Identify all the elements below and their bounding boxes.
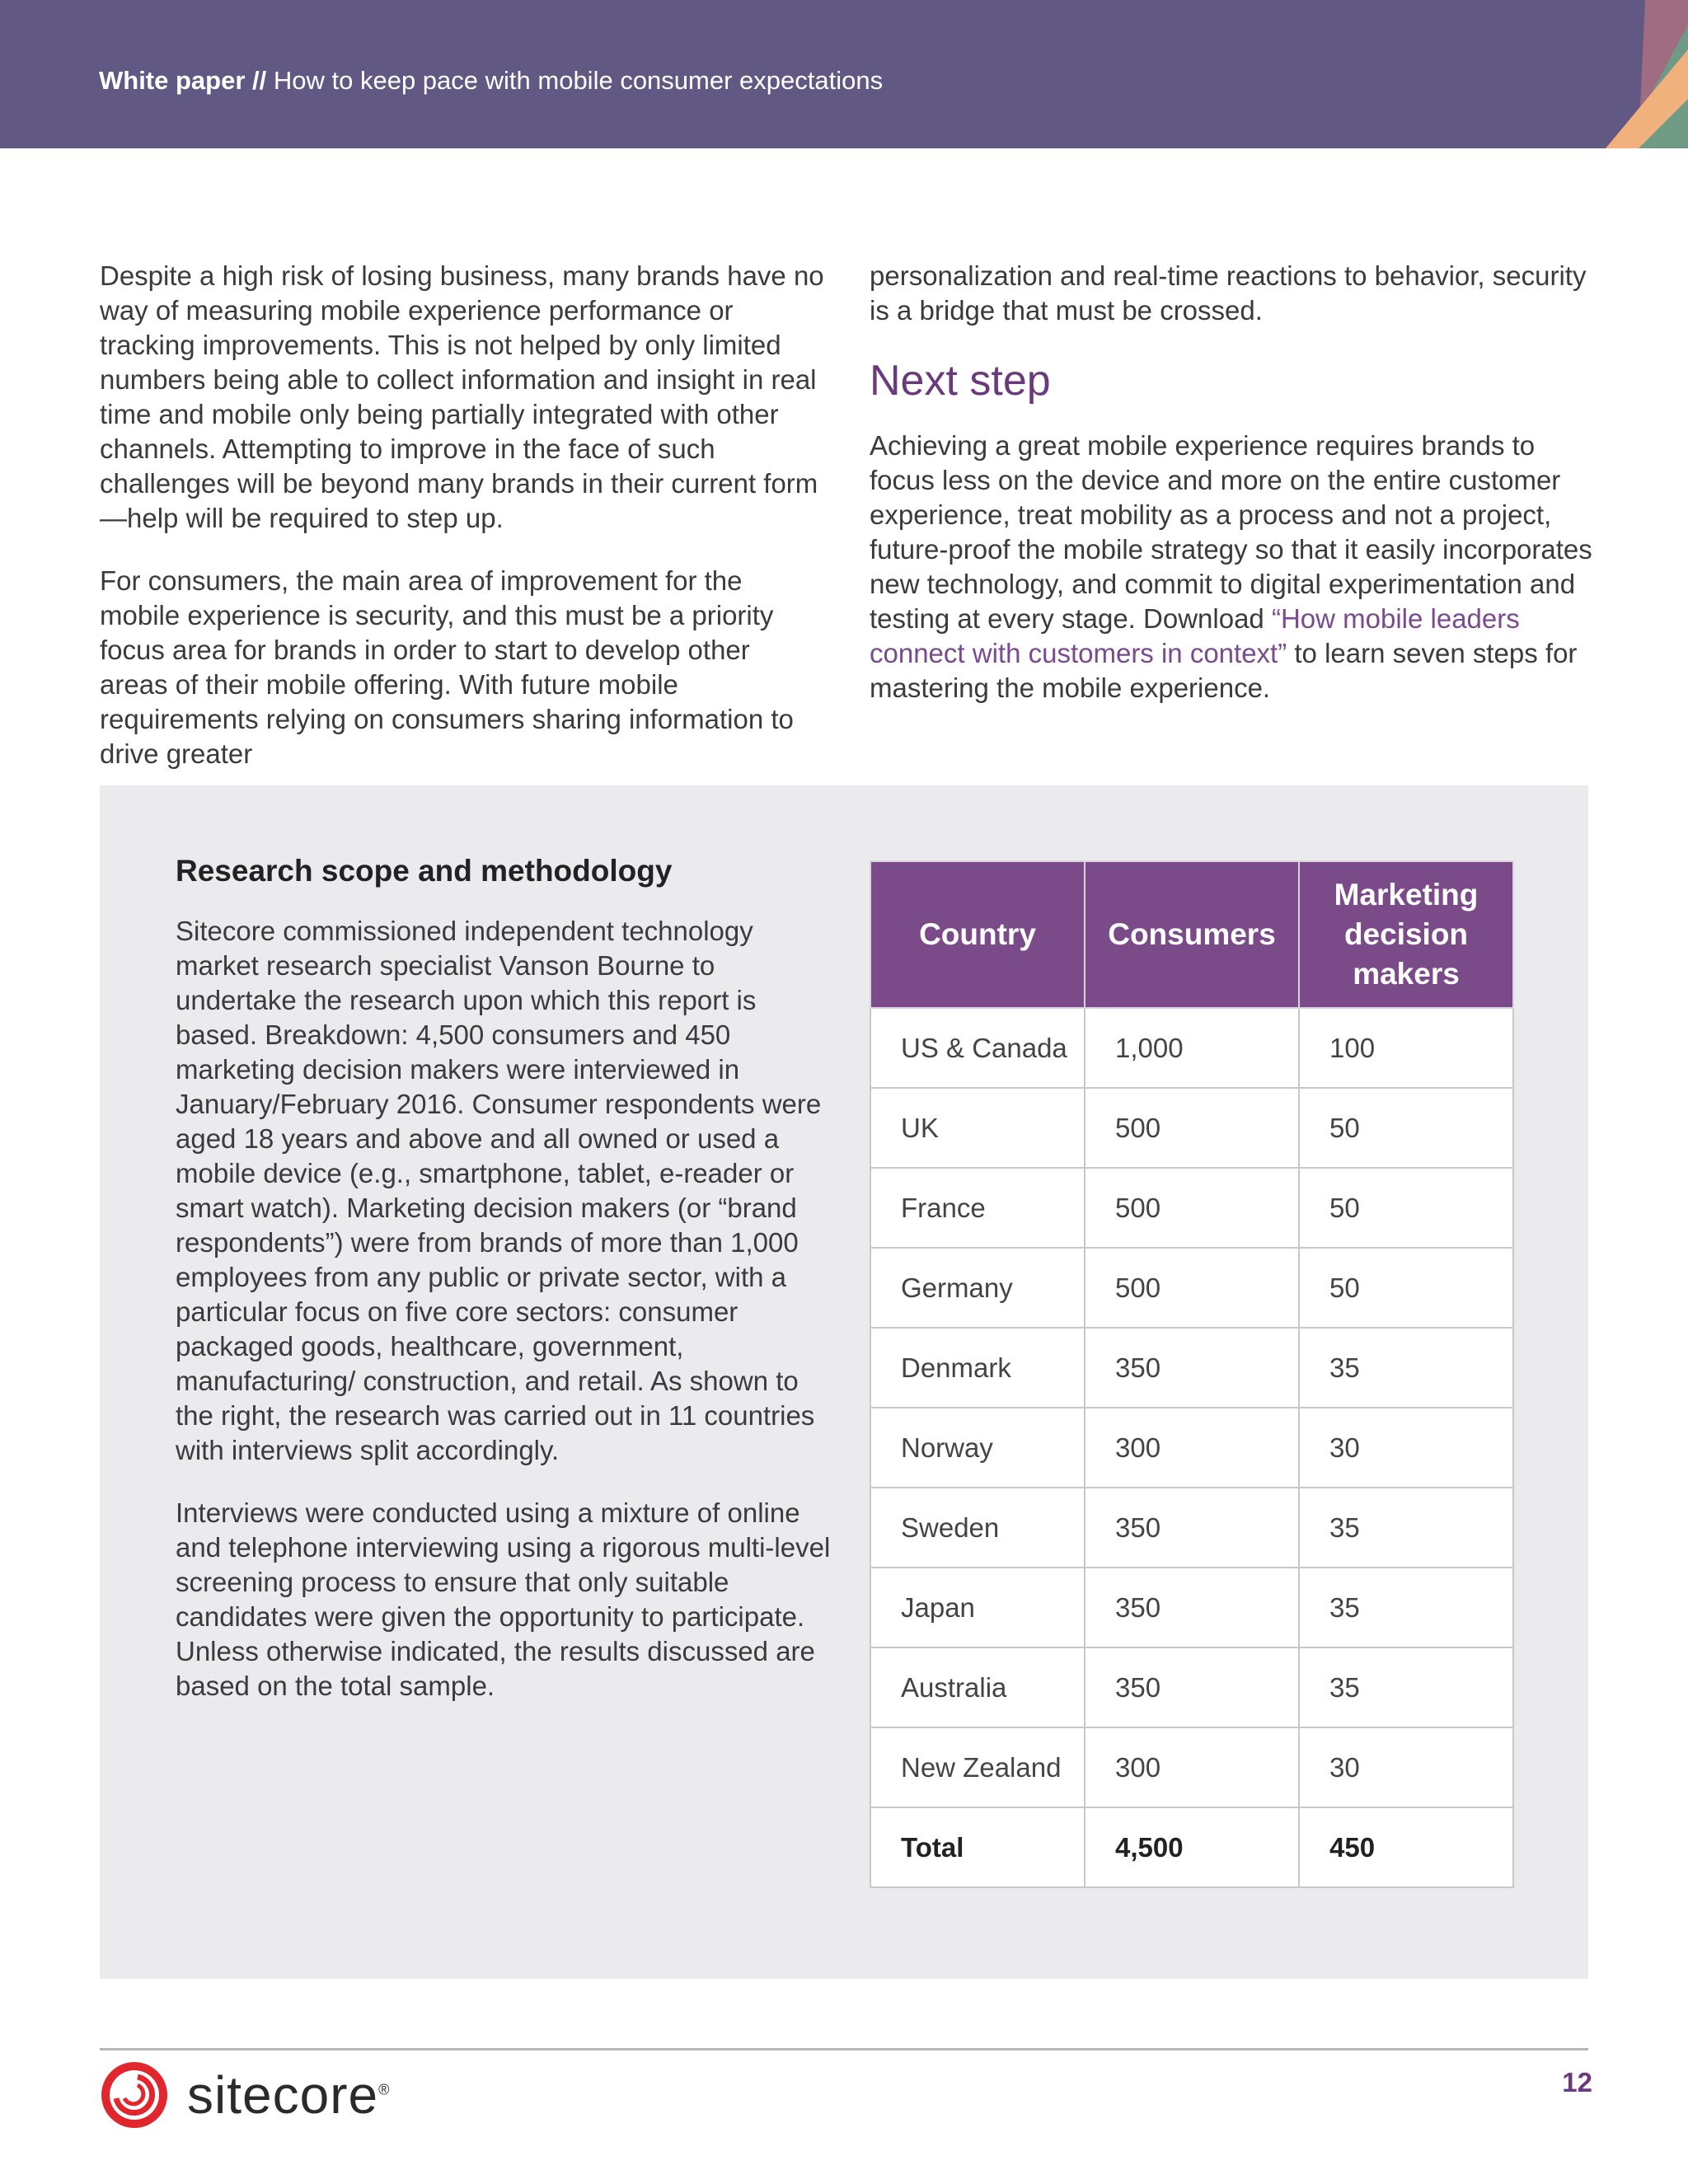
table-cell: 50 [1299,1088,1513,1168]
right-column [870,259,1595,733]
left-column [100,259,825,799]
paragraph: Despite a high risk of losing business, many brands have no way of measuring mobile experience performance or tracking improvements. This is not helped by only limited numbers being able to collect information and insight in real time and mobile only being partially integrated with other channels. Attempting to improve in the face of such challenges will be beyond many brands in their current form—help will be required to step up. [100,260,824,533]
sitecore-logo [100,2060,390,2130]
logo-wordmark [187,2064,390,2125]
table-cell: Denmark [870,1328,1085,1408]
table-cell: Australia [870,1647,1085,1727]
header-label-light: How to keep pace with mobile consumer expectations [273,66,884,95]
table-cell: 350 [1085,1568,1299,1647]
table-cell: 500 [1085,1088,1299,1168]
report-link[interactable]: “How mobile leaders connect with customers in context” [870,603,1520,668]
table-cell: 1,000 [1085,1008,1299,1088]
next-step-heading: Next step [870,357,1051,405]
table-row [870,1568,1513,1647]
table-total-row [870,1807,1513,1887]
sample-table [870,860,1514,1888]
table-row [870,1248,1513,1328]
table-cell: US & Canada [870,1008,1085,1088]
sample-table-wrap [870,860,1514,1888]
table-cell: 35 [1299,1328,1513,1408]
next-step-text-end: to learn seven steps for mastering the mobile experience. [870,638,1578,703]
table-cell: 30 [1299,1727,1513,1807]
table-cell: 300 [1085,1408,1299,1488]
header-label-strong: White paper // [99,66,267,95]
logo-text: sitecore [187,2065,379,2125]
footer-divider [100,2048,1588,2050]
trademark: ® [378,2081,391,2098]
table-cell: 350 [1085,1647,1299,1727]
next-step-paragraph [870,429,1595,705]
table-cell: UK [870,1088,1085,1168]
table-cell: Norway [870,1408,1085,1488]
page-header [0,0,1688,148]
table-cell: 350 [1085,1488,1299,1568]
table-cell: 50 [1299,1248,1513,1328]
column-header: Consumers [1085,861,1299,1008]
table-row [870,1408,1513,1488]
table-cell: 300 [1085,1727,1299,1807]
table-cell: 35 [1299,1488,1513,1568]
table-row [870,1168,1513,1248]
table-row [870,1008,1513,1088]
paragraph: Interviews were conducted using a mixture of online and telephone interviewing using a rigorous multi-level screening process to ensure that only suitable candidates were given the opportunity to participate. Unless otherwise indicated, the results discussed are based on the total sample. [176,1497,831,1701]
table-cell: 500 [1085,1248,1299,1328]
table-cell: 30 [1299,1408,1513,1488]
corner-decoration-icon [1573,0,1688,148]
table-row [870,1727,1513,1807]
table-cell: Germany [870,1248,1085,1328]
research-heading: Research scope and methodology [176,854,673,888]
table-cell: 450 [1299,1807,1513,1887]
table-cell: 35 [1299,1568,1513,1647]
table-cell: France [870,1168,1085,1248]
research-text [176,853,835,1732]
table-cell: 350 [1085,1328,1299,1408]
next-step-text: Achieving a great mobile experience requires brands to focus less on the device and more on the entire customer experience, treat mobility as a process and not a project, future-proof the mobile strategy so that it easily incorporates new technology, and commit to digital experimentation and testing at every stage. Download [870,430,1592,634]
column-header: Country [870,861,1085,1008]
table-cell: 100 [1299,1008,1513,1088]
paragraph-continuation: personalization and real-time reactions to behavior, security is a bridge that must be crossed. [870,260,1587,326]
table-cell: 50 [1299,1168,1513,1248]
sitecore-swirl-icon [100,2060,169,2130]
table-cell: 4,500 [1085,1807,1299,1887]
table-cell: 500 [1085,1168,1299,1248]
header-title [99,66,883,96]
table-cell: Sweden [870,1488,1085,1568]
table-row [870,1488,1513,1568]
table-cell: 35 [1299,1647,1513,1727]
paragraph: Sitecore commissioned independent technology market research specialist Vanson Bourne to undertake the research upon which this report is based. Breakdown: 4,500 consumers and 450 marketing decision makers were interviewed in January/February 2016. Consumer respondents were aged 18 years and above and all owned or used a mobile device (e.g., smartphone, tablet, e-reader or smart watch). Marketing decision makers (or “brand respondents”) were from brands of more than 1,000 employees from any public or private sector, with a particular focus on five core sectors: consumer packaged goods, healthcare, government, manufacturing/ construction, and retail. As shown to the right, the research was carried out in 11 countries with interviews split accordingly. [176,916,822,1465]
table-row [870,1647,1513,1727]
table-row [870,1328,1513,1408]
research-panel [100,785,1588,1979]
paragraph: For consumers, the main area of improvement for the mobile experience is security, and this must be a priority focus area for brands in order to start to develop other areas of their mobile offering. With future mobile requirements relying on consumers sharing information to drive greater [100,565,794,769]
table-header-row [870,861,1513,1008]
column-header: Marketing decision makers [1299,861,1513,1008]
page-number: 12 [1562,2067,1592,2097]
table-cell: Japan [870,1568,1085,1647]
table-cell: Total [870,1807,1085,1887]
table-cell: New Zealand [870,1727,1085,1807]
table-row [870,1088,1513,1168]
